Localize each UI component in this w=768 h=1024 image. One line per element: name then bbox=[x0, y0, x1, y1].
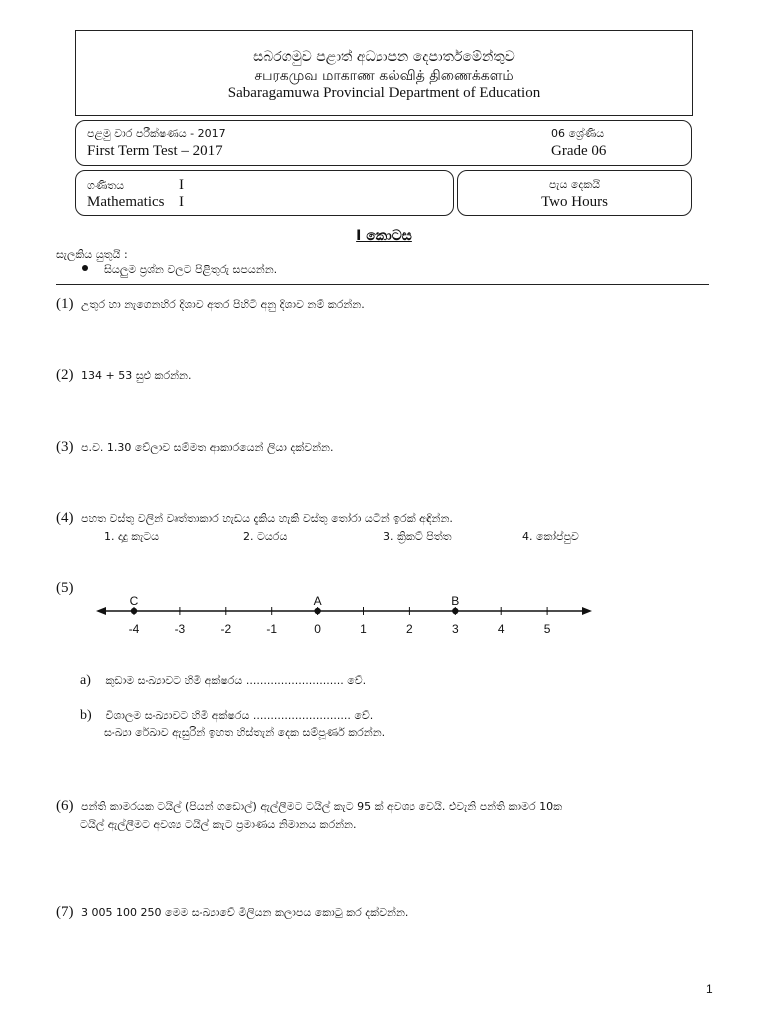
number-line-tick-label: -1 bbox=[266, 622, 278, 636]
term-box bbox=[75, 120, 692, 166]
question-6-line2: ටයිල් ඇල්ලීමට අවශ්‍ය ටයිල් කැට ප්‍රමාණය නිමානය කරන්න. bbox=[80, 818, 357, 831]
q4-option-4: 4. කෝප්පුව bbox=[522, 530, 579, 543]
question-3 bbox=[56, 439, 333, 456]
grade-english: Grade 06 bbox=[551, 143, 607, 159]
number-line-tick-label: 5 bbox=[543, 622, 551, 636]
number-line-tick-label: 3 bbox=[451, 622, 459, 636]
duration-english: Two Hours bbox=[541, 194, 608, 210]
question-number: (4) bbox=[56, 510, 74, 526]
question-text: ප.ව. 1.30 වේලාව සම්මත ආකාරයෙන් ලියා දක්වන්න. bbox=[81, 441, 334, 454]
number-line-point-label: C bbox=[129, 594, 139, 608]
page-number: 1 bbox=[706, 982, 713, 996]
dept-sinhala: සබරගමුව පළාත් අධ්‍යාපන දෙපාර්තමේන්තුව bbox=[253, 49, 515, 65]
dept-tamil: சபரகமுவ மாகாண கல்வித் திணைக்களம் bbox=[254, 68, 514, 84]
number-line-point bbox=[452, 608, 458, 614]
number-line-tick-label: 1 bbox=[360, 622, 367, 636]
question-7 bbox=[56, 904, 408, 921]
section-title: I කොටස bbox=[356, 228, 412, 244]
number-line-point bbox=[131, 608, 137, 614]
instruction-bullet-icon bbox=[82, 265, 88, 271]
grade-sinhala: 06 ශ්‍රේණිය bbox=[551, 127, 605, 140]
number-line-tick-label: -3 bbox=[174, 622, 186, 636]
number-line-tick-label: -4 bbox=[128, 622, 140, 636]
question-number: (1) bbox=[56, 296, 74, 312]
question-2 bbox=[56, 367, 192, 384]
number-line-point-label: A bbox=[313, 594, 322, 608]
question-number: (3) bbox=[56, 439, 74, 455]
q5-part-b bbox=[80, 708, 373, 724]
question-text: පන්ති කාමරයක ටයිල් (පියන් ගඩොල්) ඇල්ලීමට ටයිල් කැට 95 ක් අවශ්‍ය වෙයි. එවැනි පන්ති කාමර 10ක bbox=[81, 800, 563, 813]
subject-english-part: I bbox=[179, 194, 184, 210]
question-number: (7) bbox=[56, 904, 74, 920]
subject-sinhala-part: I bbox=[179, 177, 184, 193]
question-1 bbox=[56, 296, 365, 313]
question-number: (2) bbox=[56, 367, 74, 383]
q5-part-b-instruction: සංඛ්‍යා රේඛාව ඇසුරින් ඉහත හිස්තැන් දෙක සම්පූර්ණ කරන්න. bbox=[104, 726, 386, 739]
header-box bbox=[75, 30, 693, 116]
part-text: විශාලම සංඛ්‍යාවට හිමි අක්ෂරය ............................ වේ. bbox=[105, 709, 374, 722]
number-line-point bbox=[314, 608, 320, 614]
dept-english: Sabaragamuwa Provincial Department of Education bbox=[227, 85, 541, 101]
arrow-left-icon bbox=[96, 607, 106, 615]
question-text: පහත වස්තු වලින් වෘත්තාකාර හැඩය දැකිය හැකි වස්තු තෝරා යටින් ඉරක් අඳින්න. bbox=[81, 512, 453, 525]
term-sinhala: පළමු වාර පරීක්ෂණය - 2017 bbox=[87, 127, 226, 140]
question-number: (6) bbox=[56, 798, 74, 814]
arrow-right-icon bbox=[582, 607, 592, 615]
duration-sinhala: පැය දෙකයි bbox=[548, 178, 601, 191]
duration-box bbox=[457, 170, 692, 216]
q4-option-1: 1. දාදු කැටය bbox=[104, 530, 160, 543]
question-number: (5) bbox=[56, 580, 74, 596]
number-line-tick-label: -2 bbox=[220, 622, 232, 636]
number-line-tick-label: 0 bbox=[314, 622, 321, 636]
term-english: First Term Test – 2017 bbox=[87, 143, 223, 159]
question-text: 3 005 100 250 මෙම සංඛ්‍යාවේ මිලියන කලාපය කොටු කර දක්වන්න. bbox=[81, 906, 409, 919]
instructions-heading: සැලකිය යුතුයි : bbox=[56, 248, 128, 261]
instructions-divider bbox=[56, 284, 709, 285]
question-4 bbox=[56, 510, 453, 527]
number-line-tick-label: 2 bbox=[406, 622, 413, 636]
q5-part-a bbox=[80, 673, 366, 689]
q4-option-2: 2. ටයරය bbox=[243, 530, 288, 543]
question-6 bbox=[56, 798, 562, 815]
subject-box bbox=[75, 170, 454, 216]
subject-sinhala: ගණිතය bbox=[87, 179, 125, 192]
number-line-tick-label: 4 bbox=[497, 622, 505, 636]
question-text: උතුර හා නැගෙනහිර දිශාව අතර පිහිටි අනු දිශාව නම් කරන්න. bbox=[81, 298, 365, 311]
part-label: b) bbox=[80, 708, 92, 723]
question-text: 134 + 53 සුළු කරන්න. bbox=[81, 369, 192, 382]
part-text: කුඩාම සංඛ්‍යාවට හිමි අක්ෂරය ............................ වේ. bbox=[105, 674, 367, 687]
part-label: a) bbox=[80, 673, 91, 688]
number-line bbox=[0, 585, 768, 645]
q4-option-3: 3. ක්‍රිකට් පිත්ත bbox=[383, 530, 452, 543]
number-line-point-label: B bbox=[451, 594, 460, 608]
subject-english: Mathematics bbox=[87, 194, 165, 210]
instruction-bullet-text: සියලුම ප්‍රශ්න වලට පිළිතුරු සපයන්න. bbox=[104, 263, 278, 276]
